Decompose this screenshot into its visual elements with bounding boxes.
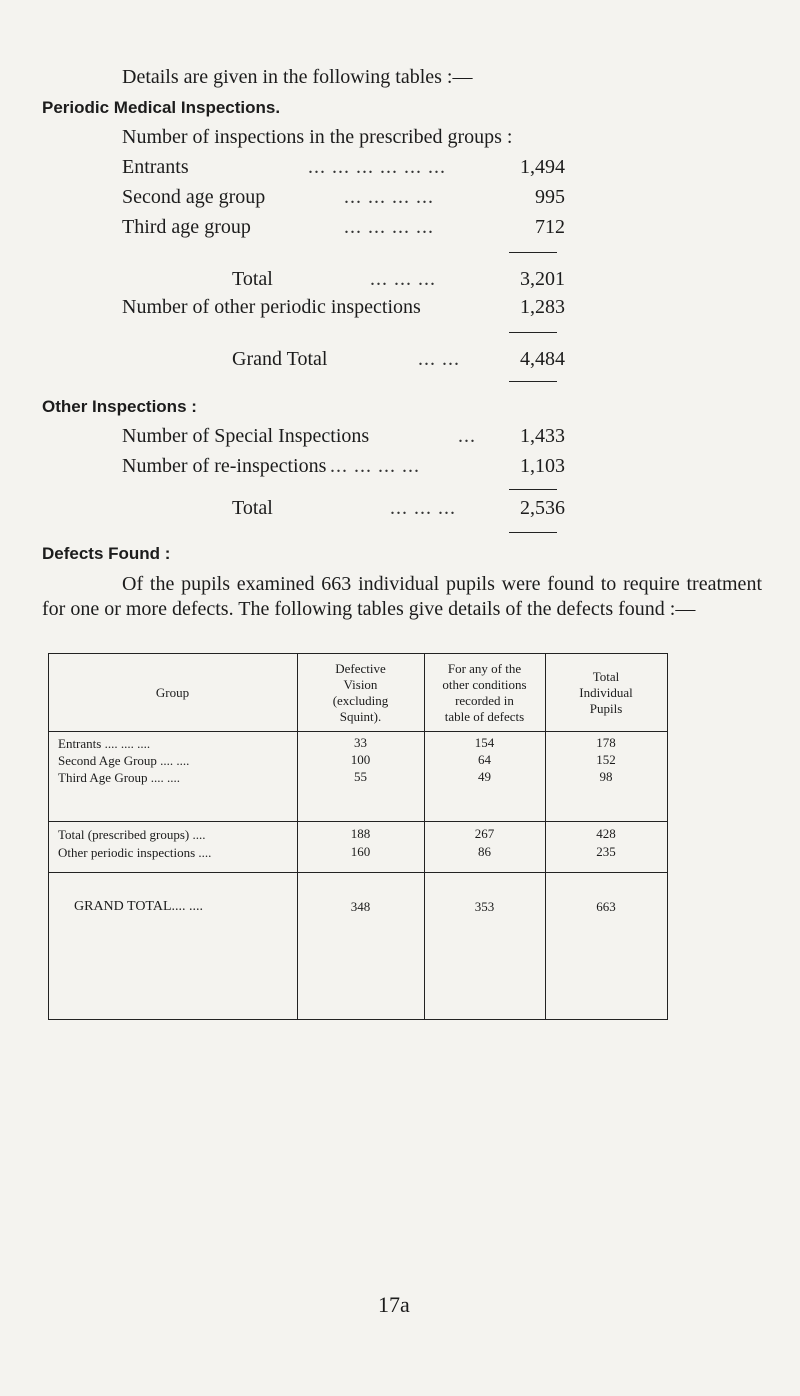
table-row-group: Entrants .... .... .... [58,736,151,751]
grand-total-label: Grand Total [232,348,328,370]
table-row-group: Total (prescribed groups) .... [58,827,206,842]
periodic-heading: Periodic Medical Inspections. [42,98,281,117]
leader-dots: ... ... ... ... [344,216,434,238]
header-other-conditions [424,661,545,725]
table-cell: 160 [350,844,371,859]
table-cell: 154 [474,735,495,750]
table-cell: 348 [350,899,371,914]
other-total-label: Total [232,497,273,519]
table-cell: 178 [596,735,616,750]
table-cell: 428 [596,826,616,841]
other-row-label: Number of re-inspections [122,455,327,477]
header-line: Pupils [589,701,623,716]
other-row-value: 1,103 [520,455,565,477]
periodic-row-label: Second age group [122,186,266,208]
leader-dots: ... ... ... ... ... ... [308,156,446,178]
table-cell: 33 [354,735,367,750]
header-line: Total [592,669,620,684]
defects-table [48,653,668,1020]
other-row-label: Number of Special Inspections [122,425,370,447]
table-cell: 353 [474,899,495,914]
periodic-row-value: 712 [535,216,565,238]
other-periodic-label: Number of other periodic inspections [122,296,421,318]
leader-dots: ... ... ... [370,268,436,290]
table-row-group: Third Age Group .... .... [58,770,181,785]
header-vision [297,661,424,725]
header-total-pupils [545,669,667,717]
periodic-row-value: 1,494 [520,156,565,178]
header-line: Vision [343,677,378,692]
header-line: Squint). [339,709,382,724]
table-left-border [48,653,49,1020]
block-rule [48,821,668,822]
other-inspections-heading: Other Inspections : [42,397,197,416]
table-cell: 663 [596,899,616,914]
table-cell: 267 [474,826,495,841]
table-top-border [48,653,668,654]
header-group: Group [155,685,190,700]
page-number: 17a [378,1292,410,1317]
table-cell: 100 [350,752,371,767]
leader-dots: ... ... [418,348,460,370]
header-line: table of defects [444,709,525,724]
sum-rule [509,252,557,253]
grand-total-value: 4,484 [520,348,565,370]
sum-rule [509,381,557,382]
header-line: other conditions [442,677,527,692]
header-rule [48,731,668,732]
table-cell: 86 [478,844,491,859]
table-cell: 55 [354,769,367,784]
table-right-border [667,653,668,1020]
table-cell: 235 [596,844,616,859]
table-cell: 188 [350,826,371,841]
table-row-group: Other periodic inspections .... [58,845,212,860]
periodic-row-label: Entrants [122,156,189,178]
sum-rule [509,489,557,490]
leader-dots: ... ... ... ... [344,186,434,208]
table-cell: 49 [478,769,491,784]
total-value: 3,201 [520,268,565,290]
periodic-row-label: Third age group [122,216,251,238]
other-row-value: 1,433 [520,425,565,447]
leader-dots: ... ... ... ... [330,455,420,477]
header-line: Defective [335,661,386,676]
defects-paragraph: Of the pupils examined 663 individual pupils were found to require treatment for one or more defects. The following tables give details of the defects found :— [42,573,762,620]
grand-total-row-label: GRAND TOTAL.... .... [74,899,204,914]
table-row-group: Second Age Group .... .... [58,753,190,768]
table-cell: 152 [596,752,616,767]
periodic-row-value: 995 [535,186,565,208]
leader-dots: ... ... ... [390,497,456,519]
sum-rule [509,332,557,333]
leader-dots: ... [458,425,476,447]
other-periodic-value: 1,283 [520,296,565,318]
periodic-subheading: Number of inspections in the prescribed groups : [122,126,513,148]
defects-heading: Defects Found : [42,544,171,563]
block-rule [48,872,668,873]
intro-text: Details are given in the following tables :— [122,66,473,88]
sum-rule [509,532,557,533]
total-label: Total [232,268,273,290]
table-cell: 64 [478,752,491,767]
header-line: recorded in [455,693,514,708]
other-total-value: 2,536 [520,497,565,519]
header-line: For any of the [447,661,522,676]
table-cell: 98 [599,769,613,784]
header-line: (excluding [332,693,389,708]
header-line: Individual [579,685,633,700]
table-bottom-border [48,1019,668,1020]
